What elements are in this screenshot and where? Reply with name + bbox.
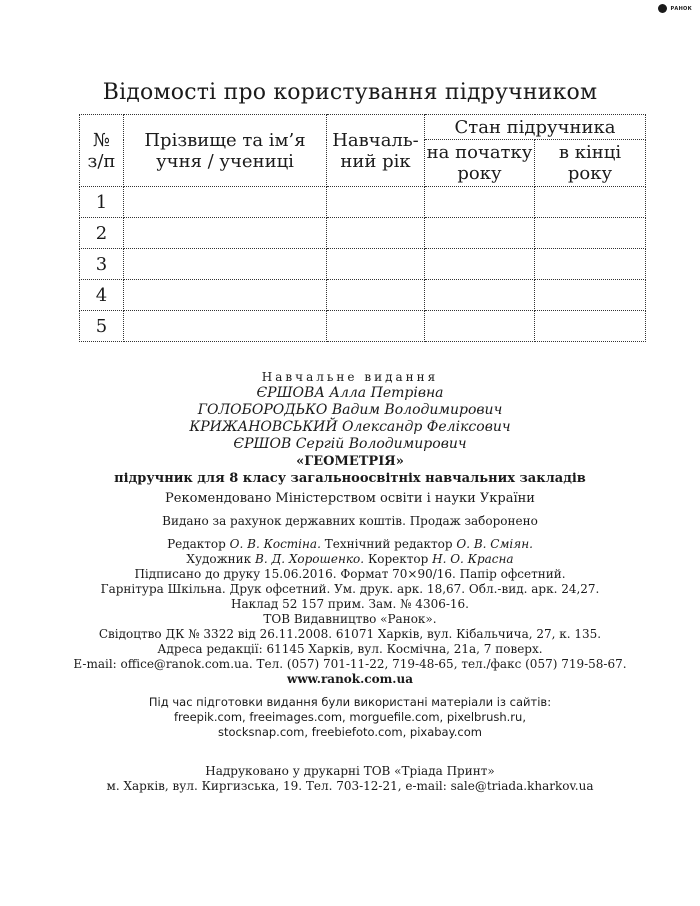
header-number-line1: № [92,129,111,151]
author-name: ГОЛОБОРОДЬКО Вадим Володимирович [197,402,503,418]
textbook-usage-table [79,114,646,342]
colophon [0,370,700,794]
header-number [80,115,124,187]
source-sites: freepik.com, freeimages.com, morguefile.com, pixelbrush.ru, [174,710,526,724]
row-number: 4 [80,280,124,311]
edition-type: Навчальне видання [261,370,439,384]
artist-line [0,552,700,567]
header-year-line1: Навчаль- [332,129,419,151]
cell-condition-start [425,311,535,342]
book-title: «ГЕОМЕТРІЯ» [296,454,404,469]
header-start-line1: на початку [426,142,533,163]
header-student-name [124,115,327,187]
cell-student-name [124,311,327,342]
cell-condition-end [535,187,646,218]
tech-editor-label: Технічний редактор [324,537,453,551]
print-info-line: ТОВ Видавництво «Ранок». [263,612,437,626]
author-name: КРИЖАНОВСЬКИЙ Олександр Феліксович [189,419,511,435]
print-info-line: Адреса редакції: 61145 Харків, вул. Космічна, 21а, 7 поверх. [157,642,543,656]
author-name: ЄРШОВА Алла Петрівна [256,385,444,401]
cell-student-name [124,218,327,249]
cell-condition-end [535,311,646,342]
header-name-line1: Прізвище та ім’я [144,129,306,151]
ranok-logo-icon [658,4,667,13]
header-school-year [327,115,425,187]
artist-name: В. Д. Хорошенко. [255,552,365,566]
print-info-line: Наклад 52 157 прим. Зам. № 4306-16. [231,597,469,611]
source-sites: stocksnap.com, freebiefoto.com, pixabay.com [218,725,482,739]
cell-student-name [124,280,327,311]
artist-label: Художник [186,552,252,566]
tech-editor-name: О. В. Сміян. [456,537,533,551]
header-year-line2: ний рік [340,150,411,172]
cell-condition-start [425,218,535,249]
publisher-logo [658,4,692,13]
table-row [80,187,646,218]
cell-school-year [327,218,425,249]
cell-condition-start [425,280,535,311]
cell-school-year [327,187,425,218]
printer-address: м. Харків, вул. Киргизська, 19. Тел. 703-12-21, e-mail: sale@triada.kharkov.ua [106,779,594,793]
header-condition: Стан підручника [425,115,646,140]
cell-student-name [124,187,327,218]
cell-student-name [124,249,327,280]
print-info-line: Підписано до друку 15.06.2016. Формат 70×90/16. Папір офсетний. [134,567,566,581]
ministry-recommendation: Рекомендовано Міністерством освіти і науки України [165,491,535,506]
header-number-line2: з/п [87,150,116,172]
cell-condition-end [535,249,646,280]
editor-name: О. В. Костіна. [229,537,321,551]
cell-condition-end [535,218,646,249]
row-number: 1 [80,187,124,218]
printed-by: Надруковано у друкарні ТОВ «Тріада Принт» [205,764,495,778]
table-row [80,311,646,342]
publisher-website: www.ranok.com.ua [287,672,413,686]
cell-school-year [327,249,425,280]
header-name-line2: учня / учениці [156,150,294,172]
print-info-line: E-mail: office@ranok.com.ua. Тел. (057) 701-11-22, 719-48-65, тел./факс (057) 719-58-67. [73,657,627,671]
table-row [80,249,646,280]
header-end-line1: в кінці [558,142,622,163]
cell-condition-start [425,187,535,218]
row-number: 3 [80,249,124,280]
print-info-line: Свідоцтво ДК № 3322 від 26.11.2008. 61071 Харків, вул. Кібальчича, 27, к. 135. [98,627,602,641]
page-title: Відомості про користування підручником [102,80,598,105]
cell-condition-start [425,249,535,280]
header-end-line2: року [567,163,613,184]
print-info-line: Гарнітура Шкільна. Друк офсетний. Ум. друк. арк. 18,67. Обл.-вид. арк. 24,27. [100,582,600,596]
table-row [80,280,646,311]
row-number: 2 [80,218,124,249]
materials-note: Під час підготовки видання були використані матеріали із сайтів: [148,695,552,709]
header-start-line2: року [457,163,502,184]
corrector-label: Коректор [367,552,429,566]
editor-label: Редактор [167,537,226,551]
book-subtitle: підручник для 8 класу загальноосвітніх навчальних закладів [114,471,586,486]
header-condition-start [425,140,535,187]
editors-line [0,537,700,552]
cell-condition-end [535,280,646,311]
author-name: ЄРШОВ Сергій Володимирович [233,436,467,452]
cell-school-year [327,311,425,342]
funding-note: Видано за рахунок державних коштів. Продаж заборонено [162,514,538,528]
cell-school-year [327,280,425,311]
row-number: 5 [80,311,124,342]
logo-text: РАНОК [670,5,692,12]
header-condition-end [535,140,646,187]
table-row [80,218,646,249]
corrector-name: Н. О. Красна [432,552,514,566]
